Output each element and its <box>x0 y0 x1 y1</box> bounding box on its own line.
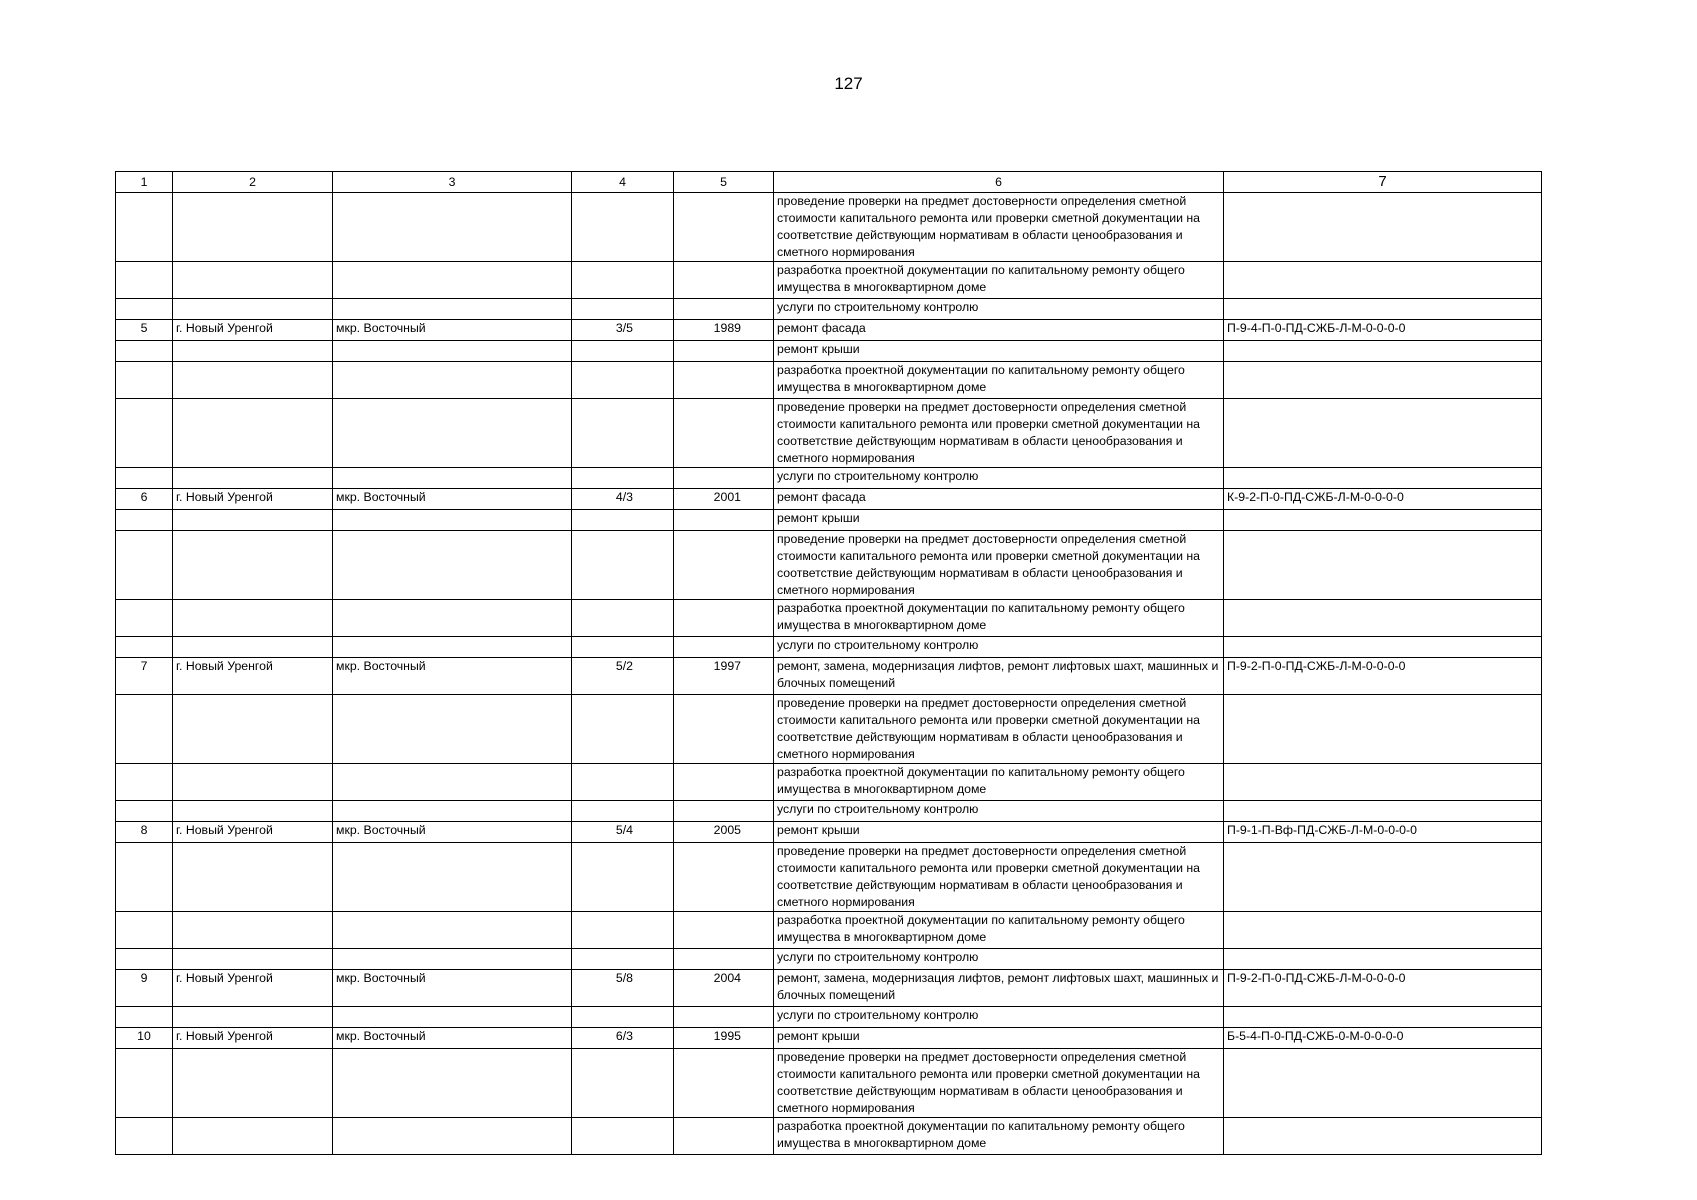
work-type-cell: проведение проверки на предмет достоверности определения сметной стоимости капитального ремонта или проверки сметной документации на соответствие действующим нормативам в области ценообразования и сметного нормирования <box>774 399 1224 468</box>
row-number-cell: 8 <box>116 822 173 843</box>
row-number-cell: 9 <box>116 970 173 1007</box>
row-number-cell <box>116 341 173 362</box>
city-cell <box>173 695 333 764</box>
row-number-cell <box>116 1049 173 1118</box>
work-type-cell: проведение проверки на предмет достоверности определения сметной стоимости капитального ремонта или проверки сметной документации на соответствие действующим нормативам в области ценообразования и сметного нормирования <box>774 695 1224 764</box>
year-cell <box>674 843 774 912</box>
table-row <box>116 468 1542 489</box>
city-cell <box>173 912 333 949</box>
year-cell <box>674 341 774 362</box>
building-code-cell <box>1224 341 1542 362</box>
district-cell <box>333 362 572 399</box>
house-number-cell <box>572 637 674 658</box>
house-number-cell <box>572 1007 674 1028</box>
year-cell <box>674 801 774 822</box>
year-cell <box>674 637 774 658</box>
work-type-cell: услуги по строительному контролю <box>774 299 1224 320</box>
work-type-cell: ремонт крыши <box>774 341 1224 362</box>
district-cell: мкр. Восточный <box>333 320 572 341</box>
house-number-cell <box>572 510 674 531</box>
district-cell <box>333 764 572 801</box>
year-cell: 2004 <box>674 970 774 1007</box>
row-number-cell <box>116 468 173 489</box>
work-type-cell: проведение проверки на предмет достоверности определения сметной стоимости капитального ремонта или проверки сметной документации на соответствие действующим нормативам в области ценообразования и сметного нормирования <box>774 193 1224 262</box>
row-number-cell <box>116 695 173 764</box>
district-cell <box>333 341 572 362</box>
row-number-cell <box>116 299 173 320</box>
table-row <box>116 1007 1542 1028</box>
year-cell <box>674 1049 774 1118</box>
work-type-cell: услуги по строительному контролю <box>774 468 1224 489</box>
table-row <box>116 764 1542 801</box>
building-code-cell: П-9-4-П-0-ПД-СЖБ-Л-М-0-0-0-0 <box>1224 320 1542 341</box>
district-cell <box>333 299 572 320</box>
district-cell <box>333 600 572 637</box>
city-cell <box>173 801 333 822</box>
building-code-cell <box>1224 1007 1542 1028</box>
year-cell <box>674 531 774 600</box>
city-cell <box>173 764 333 801</box>
table-row <box>116 320 1542 341</box>
work-type-cell: разработка проектной документации по капитальному ремонту общего имущества в многоквартирном доме <box>774 362 1224 399</box>
work-type-cell: проведение проверки на предмет достоверности определения сметной стоимости капитального ремонта или проверки сметной документации на соответствие действующим нормативам в области ценообразования и сметного нормирования <box>774 531 1224 600</box>
district-cell: мкр. Восточный <box>333 1028 572 1049</box>
row-number-cell <box>116 843 173 912</box>
district-cell <box>333 1118 572 1155</box>
table-row <box>116 1049 1542 1118</box>
table-row <box>116 695 1542 764</box>
year-cell <box>674 362 774 399</box>
row-number-cell <box>116 801 173 822</box>
district-cell <box>333 695 572 764</box>
year-cell <box>674 1007 774 1028</box>
city-cell <box>173 341 333 362</box>
row-number-cell <box>116 362 173 399</box>
year-cell <box>674 399 774 468</box>
building-code-cell <box>1224 695 1542 764</box>
city-cell <box>173 1007 333 1028</box>
city-cell <box>173 637 333 658</box>
row-number-cell <box>116 764 173 801</box>
district-cell <box>333 399 572 468</box>
district-cell <box>333 949 572 970</box>
year-cell <box>674 193 774 262</box>
table-row <box>116 531 1542 600</box>
year-cell <box>674 764 774 801</box>
house-number-cell: 6/3 <box>572 1028 674 1049</box>
house-number-cell: 4/3 <box>572 489 674 510</box>
work-type-cell: разработка проектной документации по капитальному ремонту общего имущества в многоквартирном доме <box>774 764 1224 801</box>
building-code-cell <box>1224 510 1542 531</box>
building-code-cell <box>1224 764 1542 801</box>
building-code-cell <box>1224 843 1542 912</box>
table-row <box>116 843 1542 912</box>
header-cell-3: 3 <box>333 172 572 193</box>
work-type-cell: услуги по строительному контролю <box>774 801 1224 822</box>
table-row <box>116 822 1542 843</box>
building-code-cell: П-9-1-П-Вф-ПД-СЖБ-Л-М-0-0-0-0 <box>1224 822 1542 843</box>
city-cell <box>173 949 333 970</box>
row-number-cell <box>116 510 173 531</box>
city-cell <box>173 193 333 262</box>
city-cell: г. Новый Уренгой <box>173 320 333 341</box>
house-number-cell: 5/8 <box>572 970 674 1007</box>
row-number-cell <box>116 531 173 600</box>
city-cell: г. Новый Уренгой <box>173 489 333 510</box>
house-number-cell <box>572 299 674 320</box>
house-number-cell <box>572 600 674 637</box>
work-type-cell: ремонт фасада <box>774 489 1224 510</box>
house-number-cell <box>572 362 674 399</box>
row-number-cell <box>116 399 173 468</box>
row-number-cell: 10 <box>116 1028 173 1049</box>
header-cell-5: 5 <box>674 172 774 193</box>
building-code-cell <box>1224 1049 1542 1118</box>
building-code-cell <box>1224 801 1542 822</box>
district-cell: мкр. Восточный <box>333 822 572 843</box>
house-number-cell <box>572 1049 674 1118</box>
city-cell <box>173 843 333 912</box>
table-body <box>116 172 1542 1155</box>
year-cell <box>674 262 774 299</box>
house-number-cell <box>572 341 674 362</box>
row-number-cell <box>116 912 173 949</box>
table-row <box>116 1118 1542 1155</box>
work-type-cell: разработка проектной документации по капитальному ремонту общего имущества в многоквартирном доме <box>774 912 1224 949</box>
table-row <box>116 341 1542 362</box>
city-cell <box>173 1118 333 1155</box>
district-cell <box>333 1049 572 1118</box>
building-code-cell <box>1224 193 1542 262</box>
house-number-cell: 5/2 <box>572 658 674 695</box>
year-cell <box>674 299 774 320</box>
city-cell: г. Новый Уренгой <box>173 1028 333 1049</box>
table-row <box>116 510 1542 531</box>
table-row <box>116 399 1542 468</box>
city-cell <box>173 1049 333 1118</box>
row-number-cell <box>116 193 173 262</box>
building-code-cell <box>1224 949 1542 970</box>
city-cell: г. Новый Уренгой <box>173 658 333 695</box>
year-cell <box>674 949 774 970</box>
table-row <box>116 949 1542 970</box>
table-row <box>116 1028 1542 1049</box>
house-number-cell <box>572 801 674 822</box>
building-code-cell <box>1224 600 1542 637</box>
work-type-cell: разработка проектной документации по капитальному ремонту общего имущества в многоквартирном доме <box>774 262 1224 299</box>
table-row <box>116 193 1542 262</box>
table-row <box>116 299 1542 320</box>
building-code-cell <box>1224 531 1542 600</box>
row-number-cell <box>116 1007 173 1028</box>
work-type-cell: проведение проверки на предмет достоверности определения сметной стоимости капитального ремонта или проверки сметной документации на соответствие действующим нормативам в области ценообразования и сметного нормирования <box>774 843 1224 912</box>
year-cell: 1997 <box>674 658 774 695</box>
table-row <box>116 912 1542 949</box>
table-row <box>116 801 1542 822</box>
row-number-cell <box>116 600 173 637</box>
work-type-cell: ремонт фасада <box>774 320 1224 341</box>
house-number-cell <box>572 531 674 600</box>
city-cell <box>173 362 333 399</box>
building-code-cell: Б-5-4-П-0-ПД-СЖБ-0-М-0-0-0-0 <box>1224 1028 1542 1049</box>
city-cell: г. Новый Уренгой <box>173 970 333 1007</box>
header-row <box>116 172 1542 193</box>
work-type-cell: ремонт крыши <box>774 510 1224 531</box>
house-number-cell <box>572 843 674 912</box>
page-number: 127 <box>834 74 863 93</box>
district-cell <box>333 637 572 658</box>
district-cell: мкр. Восточный <box>333 658 572 695</box>
district-cell <box>333 1007 572 1028</box>
district-cell <box>333 843 572 912</box>
building-code-cell <box>1224 468 1542 489</box>
year-cell: 2001 <box>674 489 774 510</box>
year-cell <box>674 468 774 489</box>
house-number-cell <box>572 193 674 262</box>
table-row <box>116 362 1542 399</box>
house-number-cell <box>572 764 674 801</box>
building-code-cell <box>1224 912 1542 949</box>
house-number-cell: 3/5 <box>572 320 674 341</box>
table-row <box>116 637 1542 658</box>
header-cell-6: 6 <box>774 172 1224 193</box>
work-type-cell: ремонт, замена, модернизация лифтов, ремонт лифтовых шахт, машинных и блочных помещений <box>774 970 1224 1007</box>
building-code-cell <box>1224 637 1542 658</box>
row-number-cell <box>116 637 173 658</box>
row-number-cell <box>116 949 173 970</box>
district-cell: мкр. Восточный <box>333 489 572 510</box>
work-type-cell: проведение проверки на предмет достоверности определения сметной стоимости капитального ремонта или проверки сметной документации на соответствие действующим нормативам в области ценообразования и сметного нормирования <box>774 1049 1224 1118</box>
building-code-cell <box>1224 262 1542 299</box>
city-cell <box>173 531 333 600</box>
house-number-cell <box>572 1118 674 1155</box>
header-cell-7: 7 <box>1224 172 1542 193</box>
house-number-cell <box>572 912 674 949</box>
city-cell <box>173 468 333 489</box>
district-cell <box>333 801 572 822</box>
work-type-cell: услуги по строительному контролю <box>774 949 1224 970</box>
district-cell <box>333 193 572 262</box>
table-row <box>116 970 1542 1007</box>
year-cell: 2005 <box>674 822 774 843</box>
table-row <box>116 489 1542 510</box>
house-number-cell <box>572 468 674 489</box>
row-number-cell <box>116 262 173 299</box>
house-number-cell <box>572 695 674 764</box>
header-cell-1: 1 <box>116 172 173 193</box>
table-row <box>116 600 1542 637</box>
year-cell: 1995 <box>674 1028 774 1049</box>
district-cell <box>333 912 572 949</box>
building-code-cell: П-9-2-П-0-ПД-СЖБ-Л-М-0-0-0-0 <box>1224 970 1542 1007</box>
year-cell <box>674 1118 774 1155</box>
table-row <box>116 658 1542 695</box>
row-number-cell: 7 <box>116 658 173 695</box>
work-type-cell: ремонт, замена, модернизация лифтов, ремонт лифтовых шахт, машинных и блочных помещений <box>774 658 1224 695</box>
city-cell <box>173 299 333 320</box>
district-cell <box>333 531 572 600</box>
work-type-cell: ремонт крыши <box>774 1028 1224 1049</box>
building-code-cell <box>1224 1118 1542 1155</box>
table-row <box>116 262 1542 299</box>
building-code-cell <box>1224 362 1542 399</box>
work-type-cell: разработка проектной документации по капитальному ремонту общего имущества в многоквартирном доме <box>774 600 1224 637</box>
year-cell <box>674 695 774 764</box>
house-number-cell <box>572 262 674 299</box>
building-code-cell <box>1224 299 1542 320</box>
district-cell <box>333 262 572 299</box>
year-cell <box>674 510 774 531</box>
year-cell: 1989 <box>674 320 774 341</box>
row-number-cell: 5 <box>116 320 173 341</box>
work-type-cell: услуги по строительному контролю <box>774 1007 1224 1028</box>
work-type-cell: ремонт крыши <box>774 822 1224 843</box>
district-cell: мкр. Восточный <box>333 970 572 1007</box>
header-cell-2: 2 <box>173 172 333 193</box>
header-cell-4: 4 <box>572 172 674 193</box>
city-cell: г. Новый Уренгой <box>173 822 333 843</box>
house-number-cell <box>572 949 674 970</box>
city-cell <box>173 399 333 468</box>
district-cell <box>333 468 572 489</box>
building-code-cell: П-9-2-П-0-ПД-СЖБ-Л-М-0-0-0-0 <box>1224 658 1542 695</box>
city-cell <box>173 600 333 637</box>
work-type-cell: услуги по строительному контролю <box>774 637 1224 658</box>
house-number-cell <box>572 399 674 468</box>
work-type-cell: разработка проектной документации по капитальному ремонту общего имущества в многоквартирном доме <box>774 1118 1224 1155</box>
building-code-cell <box>1224 399 1542 468</box>
row-number-cell: 6 <box>116 489 173 510</box>
building-code-cell: К-9-2-П-0-ПД-СЖБ-Л-М-0-0-0-0 <box>1224 489 1542 510</box>
district-cell <box>333 510 572 531</box>
repair-program-table <box>115 171 1542 1155</box>
year-cell <box>674 912 774 949</box>
house-number-cell: 5/4 <box>572 822 674 843</box>
year-cell <box>674 600 774 637</box>
row-number-cell <box>116 1118 173 1155</box>
city-cell <box>173 262 333 299</box>
city-cell <box>173 510 333 531</box>
